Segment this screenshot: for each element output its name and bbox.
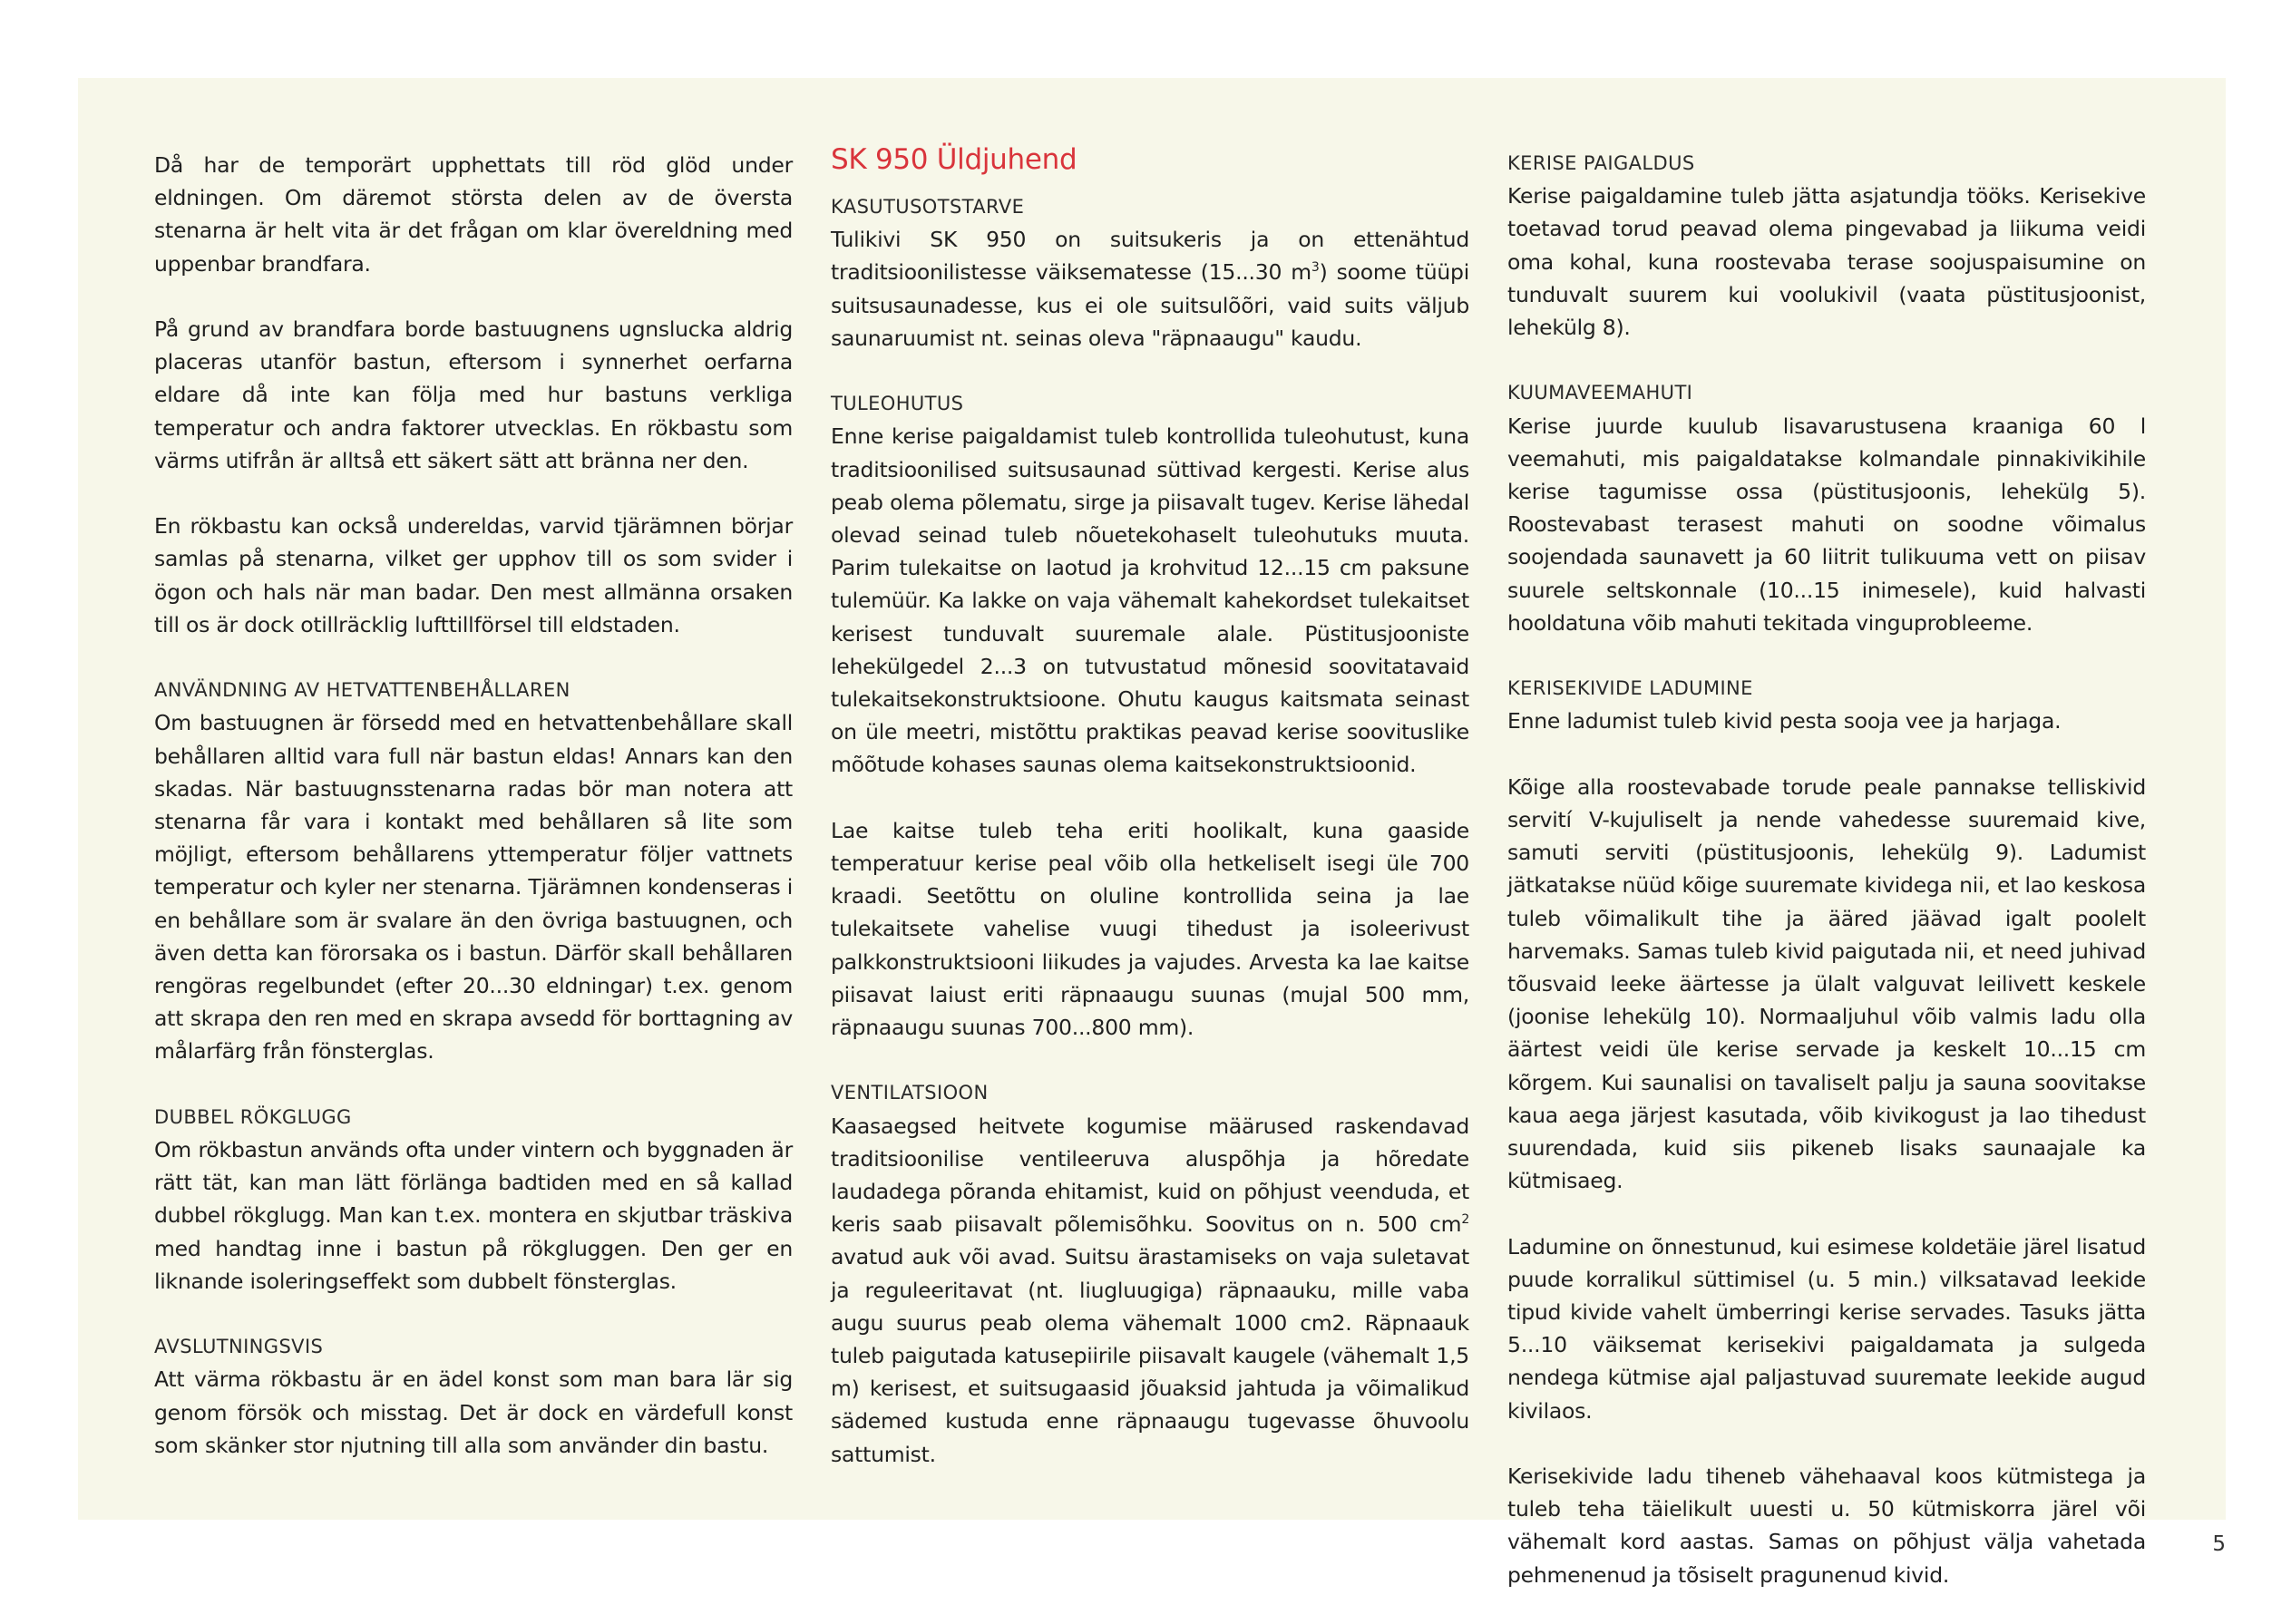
section-heading: ANVÄNDNING AV HETVATTENBEHÅLLAREN: [154, 679, 570, 702]
paragraph: Om rökbastun används ofta under vintern och byggnaden är rätt tät, kan man lätt förlänga badtiden med en så kallad dubbel rökglugg. Man kan t.ex. montera en skjutbar träskiva med handtag inne i bastun på rökgluggen. Den ger en liknande isoleringseffekt som dubbelt fönsterglas.: [154, 1137, 793, 1294]
paragraph: Då har de temporärt upphettats till röd glöd under eldningen. Om däremot största delen av de översta stenarna är helt vita är det frågan om klar övereldning med uppenbar brandfara.: [154, 152, 793, 277]
paragraph: Enne kerise paigaldamist tuleb kontrollida tuleohutust, kuna traditsioonilised suitsusaunad süttivad kergesti. Kerise alus peab olema põlematu, sirge ja piisavalt tugev. Kerise lähedal olevad seinad tuleb nõuetekohaselt tuleohutuks muuta. Parim tulekaitse on laotud ja krohvitud 12...15 cm paksune tulemüür. Ka lakke on vaja vähemalt kahekordset tulekaitset kerisest tunduvalt suuremale alale. Püstitusjooniste lehekülgedel 2...3 on tutvustatud mõnesid soovitatavaid tulekaitsekonstruktsioone. Ohutu kaugus kaitsmata seinast on üle meetri, mistõttu praktikas peavad kerise soovituslike mõõtude kohases saunas olema kaitsekonstruktsioonid.: [831, 423, 1469, 778]
paragraph: Om bastuugnen är försedd med en hetvattenbehållare skall behållaren alltid vara full när bastun eldas! Annars kan den skadas. När bastuugnsstenarna radas bör man notera att stenarna får vara i kontakt med behållaren så lite som möjligt, eftersom behållarens yttemperatur följer vattnets temperatur och kyler ner stenarna. Tjärämnen kondenseras i en behållare som är svalare än den övriga bastuugnen, och även detta kan förorsaka os i bastun. Därför skall behållaren rengöras regelbundet (efter 20...30 eldningar) t.ex. genom att skrapa den ren med en skrapa avsedd för borttagning av målarfärg från fönsterglas.: [154, 710, 793, 1065]
column-middle: [831, 141, 1469, 1503]
text-run: Kaasaegsed heitvete kogumise määrused raskendavad traditsioonilise ventileeruva aluspõhja ja hõredate laudadega põranda ehitamist, kuid on põhjust veenduda, et keris saab piisavalt põlemisõhku. Soovitus on n. 500 cm: [831, 1113, 1469, 1238]
paragraph: Ladumine on õnnestunud, kui esimese koldetäie järel lisatud puude korralikul süttimisel (u. 5 min.) vilksatavad leekide tipud kivide vahelt ümberringi kerise servades. Tasuks jätta 5...10 väiksemat kerisekivi paigaldamata ja sulgeda nendega kütmise ajal paljastuvad suuremate leekide augud kivilaos.: [1507, 1233, 2146, 1424]
page-panel: [78, 78, 2226, 1588]
document-title: SK 950 Üldjuhend: [831, 143, 1077, 176]
text-run: avatud auk või avad. Suitsu ärastamiseks on vaja suletavat ja reguleeritavat (nt. liugluugiga) räpnaauku, mille vaba augu suurus peab olema vähemalt 1000 cm2. Räpnaauk tuleb paigutada katusepiirile piisavalt kaugele (vähemalt 1,5 m) kerisest, et suitsugaasid jõuaksid jahtuda ja võimalikud sädemed kustuda enne räpnaaugu tugevasse õhuvoolu sattumist.: [831, 1244, 1469, 1467]
section-heading: KERISE PAIGALDUS: [1507, 152, 1695, 174]
section-heading: DUBBEL RÖKGLUGG: [154, 1105, 352, 1128]
column-right: [1507, 147, 2146, 1624]
section-heading: VENTILATSIOON: [831, 1082, 989, 1104]
paragraph: Kerise juurde kuulub lisavarustusena kraaniga 60 l veemahuti, mis paigaldatakse kolmandale pinnakivikihile kerise tagumisse ossa (püstitusjoonis, lehekülg 5). Roostevabast terasest mahuti on soodne võimalus soojendada saunavett ja 60 liitrit tulikuuma vett on piisav suurele seltskonnale (10...15 inimesele), kuid halvasti hooldatuna võib mahuti tekitada vinguprobleeme.: [1507, 413, 2146, 636]
section-heading: KERISEKIVIDE LADUMINE: [1507, 677, 1753, 700]
text-run: ) soome tüüpi suitsusaunadesse, kus ei ole suitsulõõri, vaid suits väljub saunaruumist nt. seinas oleva "räpnaaugu" kaudu.: [831, 259, 1469, 351]
section-heading: AVSLUTNINGSVIS: [154, 1336, 324, 1358]
paragraph: På grund av brandfara borde bastuugnens ugnslucka aldrig placeras utanför bastun, eftersom i synnerhet oerfarna eldare då inte kan följa med hur bastuns verkliga temperatur och andra faktorer utvecklas. En rökbastu som värms utifrån är alltså ett säkert sätt att bränna ner den.: [154, 316, 793, 473]
section-heading: KUUMAVEEMAHUTI: [1507, 382, 1693, 404]
text-run: Tulikivi SK 950 on suitsukeris ja on ettenähtud traditsioonilistesse väiksematesse (15...30 m: [831, 227, 1469, 286]
paragraph: Kõige alla roostevabade torude peale pannakse telliskivid servití V-kujuliselt ja nende vahedesse suuremaid kive, samuti serviti (püstitusjoonis, lehekülg 9). Ladumist jätkatakse nüüd kõige suuremate kividega nii, et lao keskosa tuleb võimalikult tihe ja ääred jäävad igalt poolelt harvemaks. Samas tuleb kivid paigutada nii, et need juhivad tõusvaid leeke äärtesse ja ülalt valguvat leilivett keskele (joonise lehekülg 10). Normaaljuhul võib valmis ladu olla äärtest veidi üle kerise servade ja keskelt 10...15 cm kõrgem. Kui saunalisi on tavaliselt palju ja sauna soovitakse kaua aega järjest kasutada, võib kivikogust ja lao tihedust suurendada, kuid siis pikeneb lisaks saunaajale ka kütmisaeg.: [1507, 773, 2146, 1194]
section-heading: TULEOHUTUS: [831, 393, 964, 415]
paragraph: Lae kaitse tuleb teha eriti hoolikalt, kuna gaaside temperatuur kerise peal võib olla hetkeliselt isegi üle 700 kraadi. Seetõttu on oluline kontrollida seina ja lae tulekaitsete vahelise vuugi tihedust ja isoleerivust palkkonstruktsiooni liikudes ja vajudes. Arvesta ka lae kaitse piisavat laiust eriti räpnaaugu suunas (mujal 500 mm, räpnaaugu suunas 700...800 mm).: [831, 817, 1469, 1041]
paragraph: En rökbastu kan också undereldas, varvid tjärämnen börjar samlas på stenarna, vilket ger upphov till os som svider i ögon och hals när man badar. Den mest allmänna orsaken till os är dock otillräcklig lufttillförsel till eldstaden.: [154, 513, 793, 637]
paragraph: Enne ladumist tuleb kivid pesta sooja vee ja harjaga.: [1507, 708, 2062, 734]
section-heading: KASUTUSOTSTARVE: [831, 196, 1025, 218]
paragraph: Kerise paigaldamine tuleb jätta asjatundja tööks. Kerisekive toetavad torud peavad olema pingevabad ja liikuma veidi oma kohal, kuna roostevaba terase soojuspaisumine on tunduvalt suurem kui voolukivil (vaata püstitusjoonist, lehekülg 8).: [1507, 183, 2146, 341]
column-left: [154, 149, 793, 1494]
paragraph: Kerisekivide ladu tiheneb vähehaaval koos kütmistega ja tuleb teha täielikult uuesti u. 50 kütmiskorra järel või vähemalt kord aastas. Samas on põhjust välja vahetada pehmenenud ja tõsiselt pragunenud kivid.: [1507, 1464, 2146, 1588]
page-number: 5: [2212, 1532, 2226, 1556]
superscript: 3: [1311, 260, 1320, 276]
paragraph: Att värma rökbastu är en ädel konst som man bara lär sig genom försök och misstag. Det är dock en värdefull konst som skänker stor njutning till alla som använder din bastu.: [154, 1366, 793, 1458]
paragraph: [831, 223, 1469, 355]
superscript: 2: [1461, 1212, 1469, 1228]
paragraph: [831, 1110, 1469, 1471]
